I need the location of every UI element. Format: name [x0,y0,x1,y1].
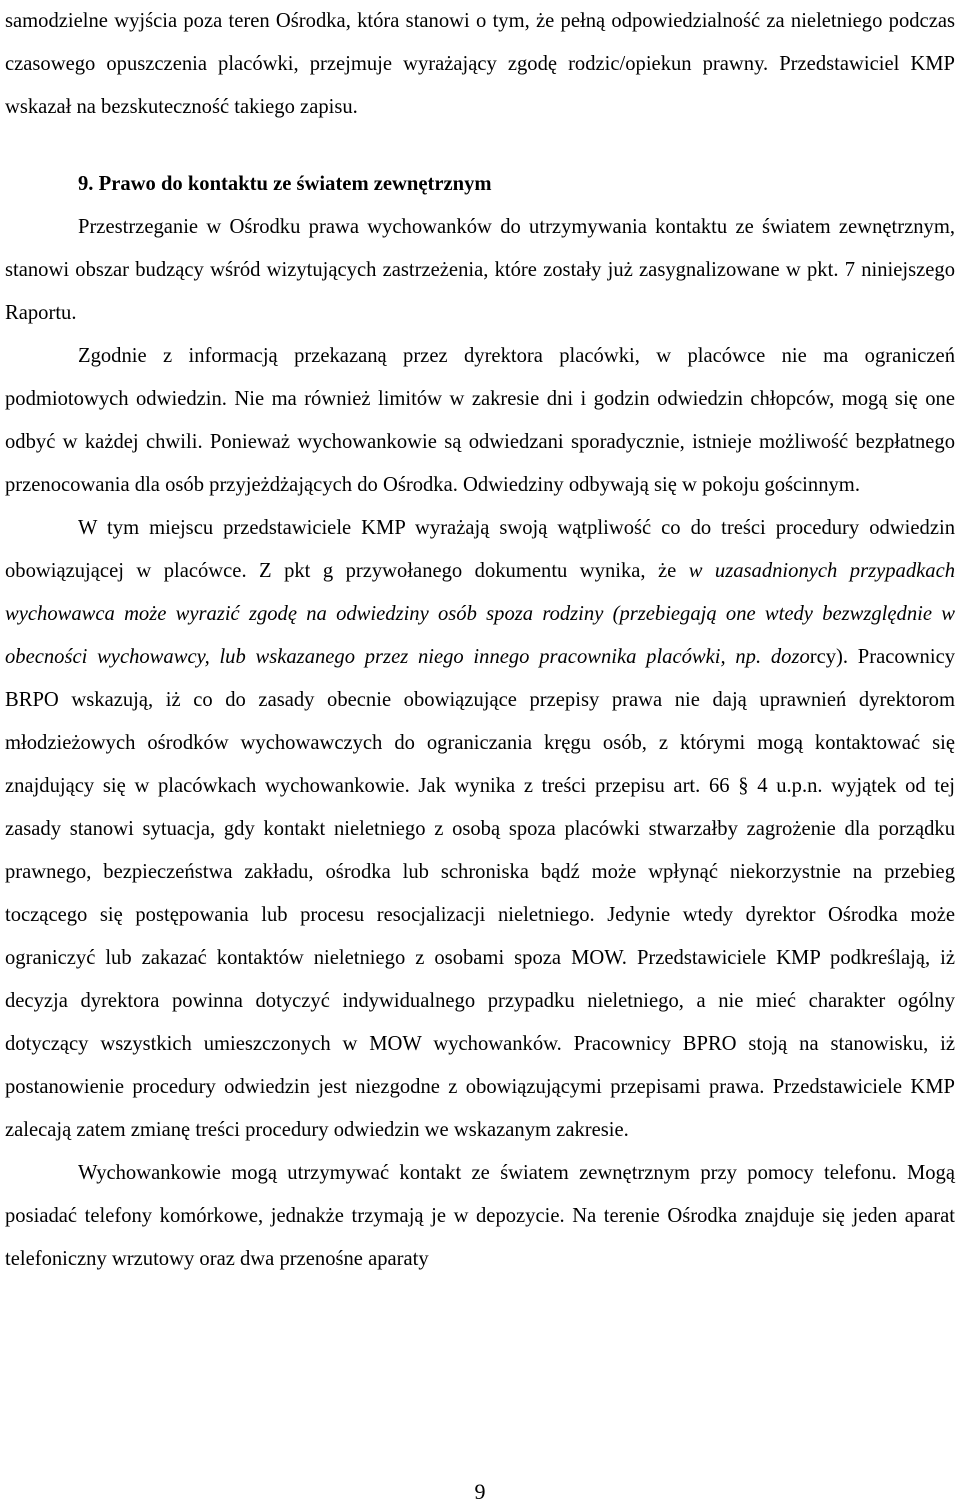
section-number: 9. [78,173,94,195]
paragraph-4: Wychowankowie mogą utrzymywać kontakt ze światem zewnętrznym przy pomocy telefonu. Mogą posiadać telefony komórkowe, jednakże trzymają je w depozycie. Na terenie Ośrodka znajduje się jeden aparat telefoniczny wrzutowy oraz dwa przenośne aparaty [5,1162,955,1270]
intro-paragraph: samodzielne wyjścia poza teren Ośrodka, która stanowi o tym, że pełną odpowiedzialność za nieletniego podczas czasowego opuszczenia placówki, przejmuje wyrażający zgodę rodzic/opiekun prawny. Przedstawiciel KMP wskazał na bezskuteczność takiego zapisu. [5,10,955,118]
paragraph-3-rest: rcy). Pracownicy BRPO wskazują, iż co do zasady obecnie obowiązujące przepisy prawa nie dają uprawnień dyrektorom młodzieżowych ośrodków wychowawczych do ograniczania kręgu osób, z którymi mogą kontaktować się znajdujący się w placówkach wychowankowie. Jak wynika z treści przepisu art. 66 § 4 u.p.n. wyjątek od tej zasady stanowi sytuacja, gdy kontakt nieletniego z osobą spoza placówki stwarzałby zagrożenie dla porządku prawnego, bezpieczeństwa zakładu, ośrodka lub schroniska bądź może wpłynąć niekorzystnie na przebieg toczącego się postępowania lub procesu resocjalizacji nieletniego. Jedynie wtedy dyrektor Ośrodka może ograniczyć lub zakazać kontaktów nieletniego z osobami spoza MOW. Przedstawiciele KMP podkreślają, iż decyzja dyrektora powinna dotyczyć indywidualnego przypadku nieletniego, a nie mieć charakter ogólny dotyczący wszystkich umieszczonych w MOW wychowanków. Pracownicy BPRO stoją na stanowisku, iż postanowienie procedury odwiedzin jest niezgodne z obowiązującymi przepisami prawa. Przedstawiciele KMP zalecają zatem zmianę treści procedury odwiedzin we wskazanym zakresie. [5,646,956,1141]
section-title: Prawo do kontaktu ze światem zewnętrznym [98,173,492,195]
paragraph-1: Przestrzeganie w Ośrodku prawa wychowanków do utrzymywania kontaktu ze światem zewnętrznym, stanowi obszar budzący wśród wizytujących zastrzeżenia, które zostały już zasygnalizowane w pkt. 7 niniejszego Raportu. [5,216,955,324]
section-block [5,163,955,1281]
page-number: 9 [474,1479,486,1504]
paragraph-3 [5,507,955,1152]
section-heading [5,163,955,206]
intro-block [5,0,955,129]
paragraph-2: Zgodnie z informacją przekazaną przez dyrektora placówki, w placówce nie ma ograniczeń podmiotowych odwiedzin. Nie ma również limitów w zakresie dni i godzin odwiedzin chłopców, mogą się one odbyć w każdej chwili. Ponieważ wychowankowie są odwiedzani sporadycznie, istnieje możliwość bezpłatnego przenocowania dla osób przyjeżdżających do Ośrodka. Odwiedziny odbywają się w pokoju gościnnym. [5,345,955,496]
paragraph-3-italic-quote: w uzasadnionych przypadkach wychowawca może wyrazić zgodę na odwiedziny osób spoza rodziny (przebiegają one wtedy bezwzględnie w obecności wychowawcy, lub wskazanego przez niego innego pracownika placówki, np. dozo [5,560,956,668]
paragraph-3-start: W tym miejscu przedstawiciele KMP wyrażają swoją wątpliwość co do treści procedury odwiedzin obowiązującej w placówce. Z pkt g przywołanego dokumentu wynika, że [5,517,955,582]
